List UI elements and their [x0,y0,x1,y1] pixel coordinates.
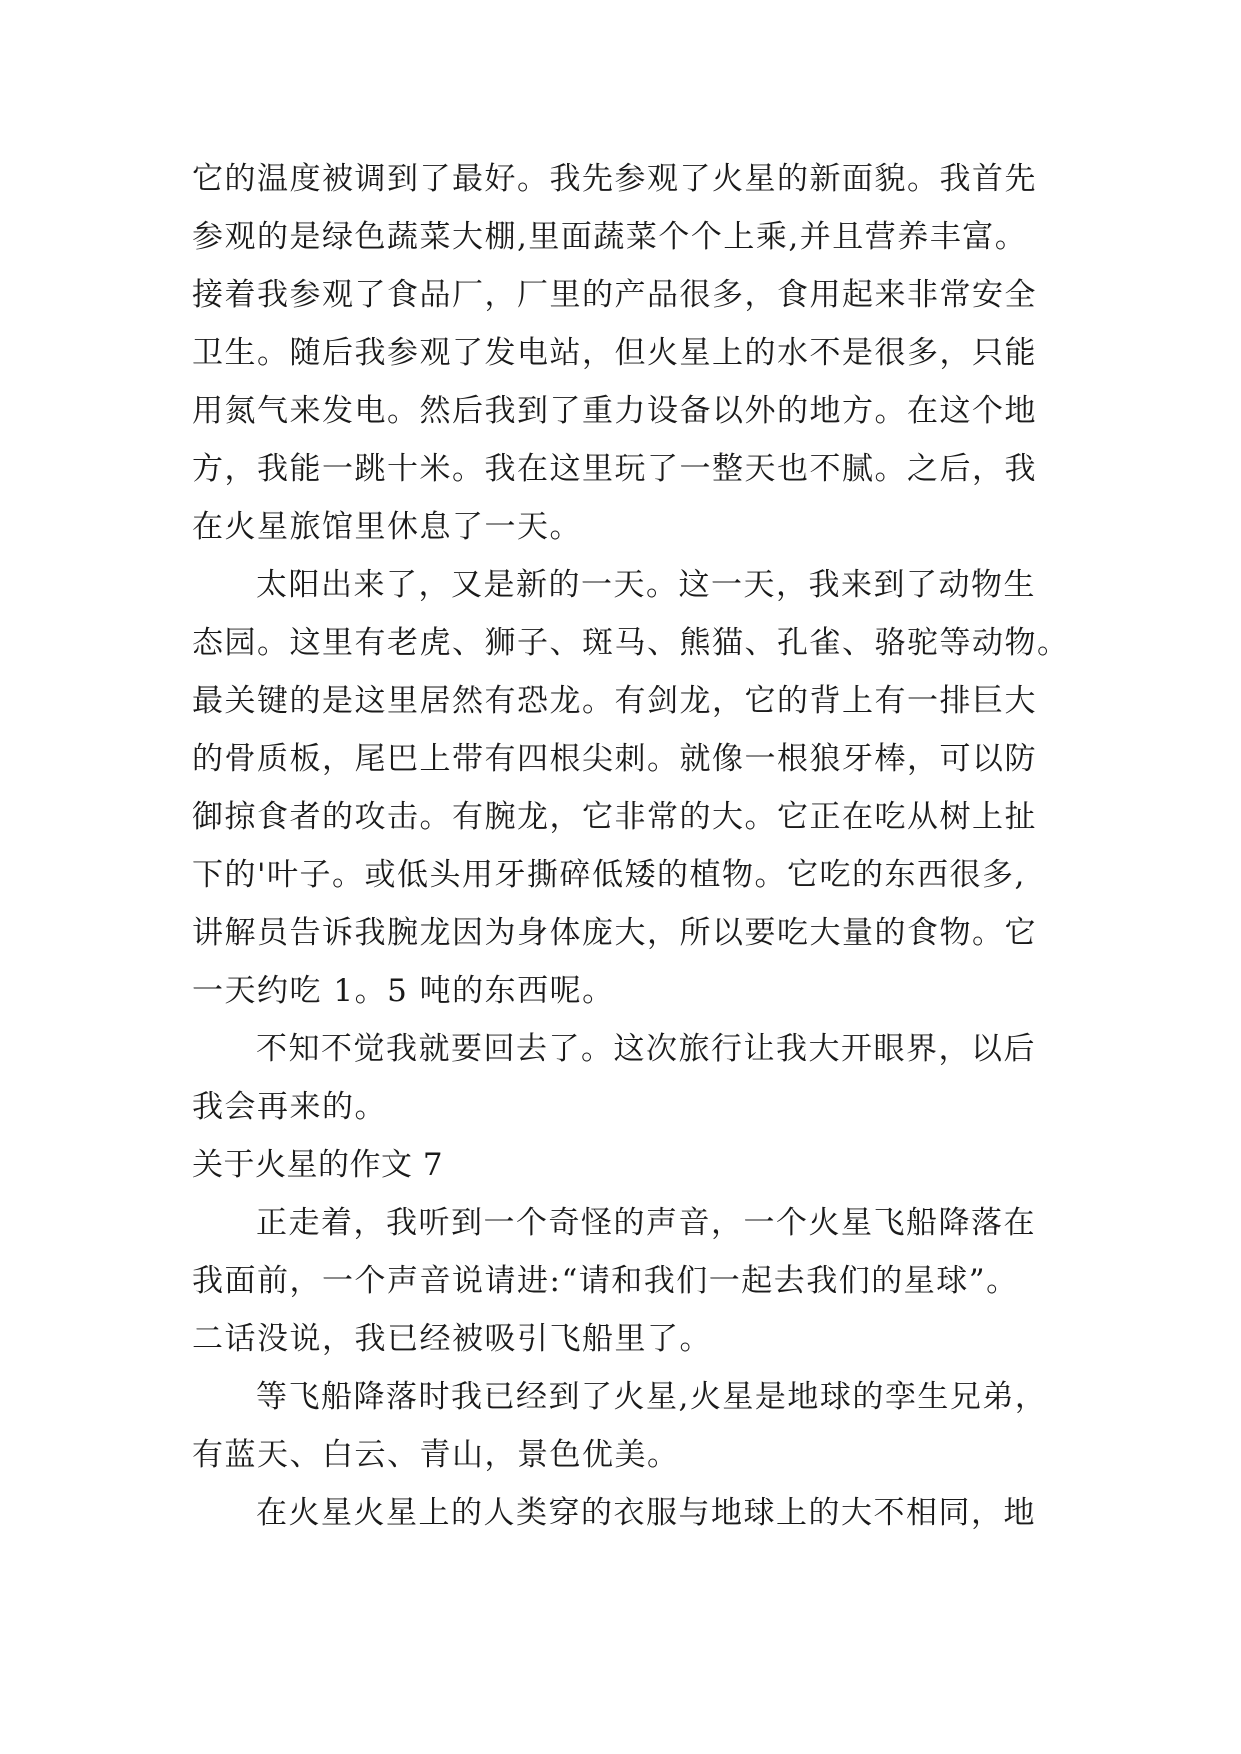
text-line: 一天约吃 1。5 吨的东西呢。 [192,973,615,1009]
text-line: 用氮气来发电。然后我到了重力设备以外的地方。在这个地 [192,393,1037,429]
text-line: 的骨质板，尾巴上带有四根尖刺。就像一根狼牙棒，可以防 [192,741,1037,777]
paragraph-first-line: 太阳出来了，又是新的一天。这一天，我来到了动物生 [256,567,1036,603]
text-line: 卫生。随后我参观了发电站，但火星上的水不是很多，只能 [192,335,1037,371]
text-line: 讲解员告诉我腕龙因为身体庞大，所以要吃大量的食物。它 [192,915,1037,951]
text-line: 御掠食者的攻击。有腕龙，它非常的大。它正在吃从树上扯 [192,799,1037,835]
section-heading: 关于火星的作文 7 [192,1147,444,1183]
paragraph-first-line: 等飞船降落时我已经到了火星,火星是地球的孪生兄弟， [256,1379,1048,1415]
text-line: 最关键的是这里居然有恐龙。有剑龙，它的背上有一排巨大 [192,683,1037,719]
paragraph-first-line: 在火星火星上的人类穿的衣服与地球上的大不相同，地 [256,1495,1036,1531]
text-line: 在火星旅馆里休息了一天。 [192,509,582,545]
text-line: 态园。这里有老虎、狮子、斑马、熊猫、孔雀、骆驼等动物。 [192,625,1070,661]
text-line: 我会再来的。 [192,1089,387,1125]
document-body [192,150,1070,1542]
text-line: 我面前，一个声音说请进:“请和我们一起去我们的星球”。 [192,1263,1019,1299]
text-line: 参观的是绿色蔬菜大棚,里面蔬菜个个上乘,并且营养丰富。 [192,219,1028,255]
paragraph-first-line: 正走着，我听到一个奇怪的声音，一个火星飞船降落在 [256,1205,1036,1241]
text-line: 接着我参观了食品厂，厂里的产品很多，食用起来非常安全 [192,277,1037,313]
text-line: 有蓝天、白云、青山，景色优美。 [192,1437,680,1473]
paragraph-first-line: 不知不觉我就要回去了。这次旅行让我大开眼界，以后 [256,1031,1036,1067]
text-line: 方，我能一跳十米。我在这里玩了一整天也不腻。之后，我 [192,451,1037,487]
text-line: 它的温度被调到了最好。我先参观了火星的新面貌。我首先 [192,161,1037,197]
text-line: 下的'叶子。或低头用牙撕碎低矮的植物。它吃的东西很多, [192,857,1026,893]
text-line: 二话没说，我已经被吸引飞船里了。 [192,1321,712,1357]
